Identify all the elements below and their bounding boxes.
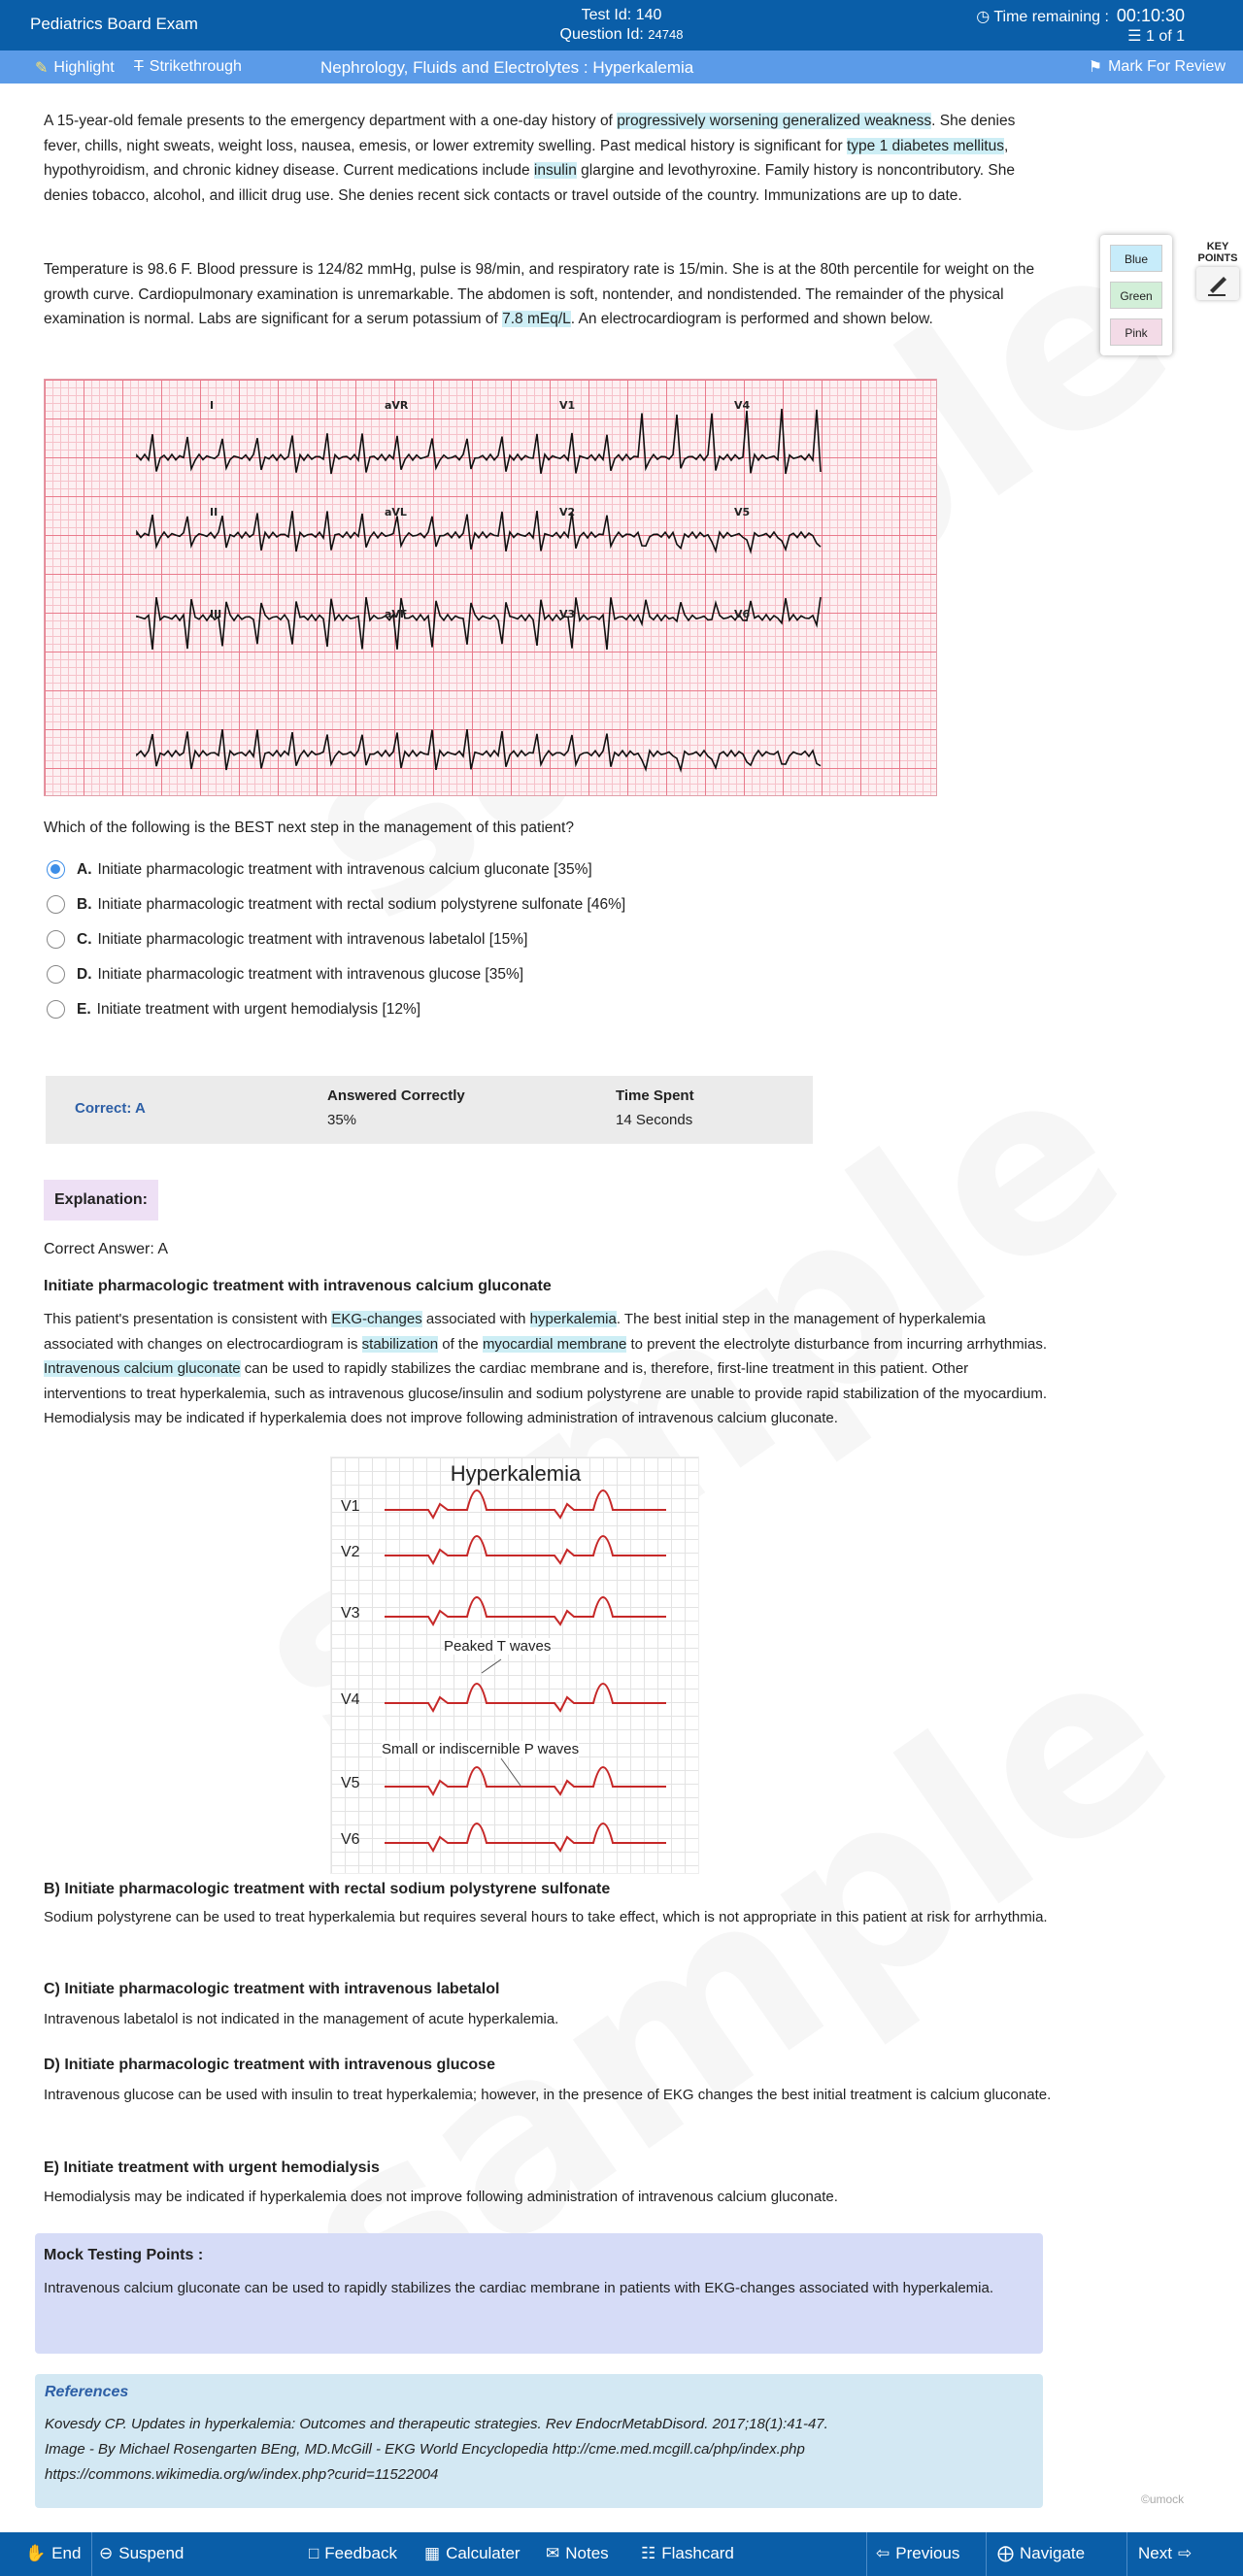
timer [976, 6, 1185, 47]
references [35, 2374, 1043, 2508]
stack-icon: ☰ [1127, 28, 1142, 45]
tool-bar [0, 50, 1243, 84]
footer-bar [0, 2532, 1243, 2576]
figure-trace [385, 1597, 666, 1624]
question-id: 24748 [648, 27, 684, 42]
annotation-arrow [482, 1659, 501, 1673]
arrow-right-icon: ⇨ [1177, 2544, 1193, 2562]
stem-text: Temperature is 98.6 F. Blood pressure is 124/82 mmHg, pulse is 98/min, and respiratory rate is 15/min. She is at the 80th percentile for weight on the growth curve. Cardiopulmonary examination is unremarkable. The abdomen is soft, nontender, and nondistended. The remainder of the physical examination is normal. Labs are significant for a serum potassium of [44, 261, 1035, 327]
flag-icon: ⚑ [1088, 59, 1103, 76]
references-title: References [45, 2384, 129, 2400]
explanation-d-heading: D) Initiate pharmacologic treatment with intravenous glucose [44, 2057, 495, 2073]
ekg-lead-label: V1 [559, 399, 576, 412]
top-bar [0, 0, 1243, 50]
hand-icon: ✋ [25, 2544, 47, 2562]
divider [91, 2532, 92, 2576]
correct-answer-line: Correct Answer: A [44, 1241, 169, 1257]
figure-trace [385, 1490, 666, 1518]
ekg-lead-label: aVL [385, 506, 407, 519]
text: associated with [421, 1311, 530, 1327]
radio[interactable] [47, 930, 65, 949]
flashcard-icon: ☷ [641, 2544, 656, 2562]
ekg-trace [137, 597, 821, 650]
key-points-label: KEY POINTS [1197, 241, 1238, 264]
navigate-button[interactable] [997, 2544, 1085, 2563]
test-id: Test Id: 140 [581, 7, 662, 23]
strikethrough-button[interactable] [134, 58, 242, 76]
choice-letter: D. [77, 965, 92, 983]
question-id-row [505, 25, 738, 45]
ekg-lead-label: V3 [559, 608, 576, 620]
p-wave-annotation: Small or indiscernible P waves [382, 1741, 580, 1757]
ekg-lead-label: II [210, 506, 218, 519]
choice-letter: A. [77, 860, 92, 878]
time-label: Time remaining : [993, 9, 1109, 25]
key-points-button[interactable] [1196, 267, 1239, 300]
radio[interactable] [47, 965, 65, 984]
highlighted-text: insulin [533, 162, 577, 179]
calculator-icon: ▦ [424, 2544, 441, 2562]
answered-correctly-value: 35% [327, 1112, 357, 1128]
stem-text: , hypothyroidism, and chronic kidney disease. Current medications include [44, 137, 1009, 179]
ekg-trace [137, 409, 821, 474]
time-spent-label: Time Spent [616, 1087, 694, 1104]
stem-paragraph-1 [44, 109, 1044, 208]
choice-percent: [12%] [382, 1000, 421, 1018]
figure-lead-label: V4 [341, 1691, 360, 1708]
explanation-heading: Initiate pharmacologic treatment with intravenous calcium gluconate [44, 1278, 552, 1294]
stem-text: glargine and levothyroxine. Family history is noncontributory. She denies tobacco, alcohol, and illicit drug use. She denies recent sick contacts or travel outside of the country. Immunizations are up to date. [44, 162, 1015, 204]
choice-text: Initiate pharmacologic treatment with rectal sodium polystyrene sulfonate [97, 895, 584, 913]
highlighted-text: Intravenous calcium gluconate [44, 1360, 241, 1377]
flashcard-label: Flashcard [661, 2544, 734, 2562]
ekg-image [44, 379, 937, 796]
figure-lead-label: V5 [341, 1775, 360, 1791]
choice-percent: [15%] [488, 930, 528, 948]
figure-traces [331, 1457, 700, 1875]
stem-paragraph-2 [44, 257, 1044, 332]
explanation-c-heading: C) Initiate pharmacologic treatment with intravenous labetalol [44, 1981, 500, 1997]
text: can be used to rapidly stabilizes the cardiac membrane and is, therefore, first-line treatment in this patient. Other interventions to treat hyperkalemia, such as intravenous glucose/insulin and sodium polystyrene are unable to provide rapid stabilization of the myocardium. Hemodialysis may be indicated if hyperkalemia does not improve following administration of intravenous calcium gluconate. [44, 1360, 1048, 1426]
blue-highlight-button[interactable]: Blue [1110, 245, 1162, 272]
feedback-label: Feedback [324, 2544, 397, 2562]
stem-text: . She denies fever, chills, night sweats, weight loss, nausea, emesis, or lower extremity swelling. Past medical history is significant for [44, 113, 1016, 154]
divider [1126, 2532, 1127, 2576]
highlighted-text: myocardial membrane [482, 1335, 627, 1353]
explanation-b-heading: B) Initiate pharmacologic treatment with rectal sodium polystyrene sulfonate [44, 1881, 611, 1897]
choice-percent: [35%] [554, 860, 592, 878]
ekg-lead-label: III [210, 608, 222, 620]
suspend-button[interactable] [99, 2544, 184, 2563]
highlighted-text: progressively worsening generalized weakness [617, 113, 932, 129]
suspend-label: Suspend [118, 2544, 185, 2562]
time-value: 00:10:30 [1116, 6, 1185, 25]
ekg-lead-label: aVR [385, 399, 409, 412]
ekg-traces [45, 380, 938, 797]
explanation-e-text: Hemodialysis may be indicated if hyperkalemia does not improve following administration of intravenous calcium gluconate. [44, 2189, 838, 2205]
calculator-button[interactable] [424, 2544, 521, 2563]
choice-b[interactable] [47, 895, 625, 914]
highlighted-text: 7.8 mEq/L [502, 311, 571, 327]
mock-title: Mock Testing Points : [44, 2247, 204, 2263]
choice-text: Initiate pharmacologic treatment with intravenous labetalol [97, 930, 486, 948]
choice-letter: C. [77, 930, 92, 948]
notes-label: Notes [565, 2544, 609, 2562]
navigate-label: Navigate [1020, 2544, 1086, 2562]
figure-trace [385, 1767, 666, 1794]
choice-text: Initiate pharmacologic treatment with intravenous glucose [97, 965, 482, 983]
feedback-icon: □ [309, 2544, 319, 2562]
explanation-paragraph [44, 1307, 1054, 1431]
ekg-lead-label: V2 [559, 506, 576, 519]
text: to prevent the electrolyte disturbance from incurring arrhythmias. [626, 1335, 1048, 1353]
figure-trace [385, 1823, 666, 1851]
explanation-e-heading: E) Initiate treatment with urgent hemodialysis [44, 2159, 380, 2176]
choice-a[interactable] [47, 860, 592, 879]
highlighted-text: stabilization [361, 1335, 439, 1353]
highlighted-text: EKG-changes [331, 1311, 422, 1327]
choice-letter: B. [77, 895, 92, 913]
divider [986, 2532, 987, 2576]
feedback-button[interactable] [309, 2544, 397, 2563]
correct-answer-label: Correct: A [75, 1100, 146, 1117]
choice-c[interactable] [47, 930, 527, 949]
pink-highlight-button[interactable]: Pink [1110, 318, 1162, 346]
choice-letter: E. [77, 1000, 91, 1018]
mark-label: Mark For Review [1108, 58, 1226, 75]
ekg-lead-label: V6 [734, 608, 751, 620]
flashcard-button[interactable] [641, 2544, 734, 2563]
question-count: 1 of 1 [1145, 28, 1185, 45]
choice-percent: [46%] [587, 895, 626, 913]
previous-button[interactable] [876, 2544, 959, 2563]
figure-lead-label: V2 [341, 1544, 360, 1560]
explanation-tag: Explanation: [44, 1180, 158, 1221]
copyright: ©umock [1141, 2492, 1185, 2506]
explanation-c-text: Intravenous labetalol is not indicated in the management of acute hyperkalemia. [44, 2011, 559, 2027]
compass-icon: ⨁ [997, 2544, 1014, 2562]
topic-title: Nephrology, Fluids and Electrolytes : Hyperkalemia [320, 58, 694, 77]
radio[interactable] [47, 1000, 65, 1019]
reference-line: Image - By Michael Rosengarten BEng, MD.McGill - EKG World Encyclopedia http://cme.med.mcgill.ca/php/index.php [45, 2441, 805, 2458]
choice-text: Initiate treatment with urgent hemodialysis [96, 1000, 379, 1018]
pen-icon [1196, 267, 1239, 300]
text: This patient's presentation is consistent with [44, 1311, 332, 1327]
figure-title: Hyperkalemia [450, 1461, 582, 1486]
ekg-lead-label: I [210, 399, 215, 412]
ekg-lead-label: V4 [734, 399, 751, 412]
ekg-trace [137, 729, 821, 770]
mock-text: Intravenous calcium gluconate can be used to rapidly stabilizes the cardiac membrane in patients with EKG-changes associated with hyperkalemia. [44, 2280, 994, 2296]
explanation-d-text: Intravenous glucose can be used with insulin to treat hyperkalemia; however, in the presence of EKG changes the best initial treatment is calcium gluconate. [44, 2087, 1052, 2103]
choice-e[interactable] [47, 1000, 420, 1019]
mock-testing-points [35, 2233, 1043, 2354]
end-label: End [51, 2544, 82, 2562]
hyperkalemia-figure [330, 1456, 699, 1874]
clock-icon: ◷ [976, 9, 991, 25]
end-button[interactable] [25, 2544, 81, 2563]
highlighted-text: type 1 diabetes mellitus [847, 137, 1004, 154]
pause-icon: ⊖ [99, 2544, 114, 2562]
mark-for-review-button[interactable] [1089, 57, 1226, 77]
text: . The best initial step in the management of hyperkalemia associated with changes on electrocardiogram is [44, 1311, 986, 1353]
choice-text: Initiate pharmacologic treatment with intravenous calcium gluconate [97, 860, 550, 878]
ekg-lead-label: V5 [734, 506, 751, 519]
highlight-label: Highlight [53, 59, 115, 76]
divider [866, 2532, 867, 2576]
test-info [505, 6, 738, 45]
next-label: Next [1138, 2544, 1172, 2562]
strikethrough-label: Strikethrough [149, 58, 242, 75]
answer-stats [46, 1076, 813, 1144]
highlight-button[interactable] [35, 58, 115, 78]
reference-link[interactable]: https://commons.wikimedia.org/w/index.php?curid=11522004 [45, 2466, 439, 2483]
stem-text: A 15-year-old female presents to the emergency department with a one-day history of [44, 113, 618, 129]
next-button[interactable] [1138, 2544, 1192, 2563]
count-row [976, 27, 1185, 47]
figure-lead-label: V6 [341, 1831, 360, 1848]
highlighter-icon: ✎ [35, 60, 49, 77]
figure-lead-label: V3 [341, 1605, 360, 1622]
figure-lead-label: V1 [341, 1498, 360, 1515]
question-text: Which of the following is the BEST next step in the management of this patient? [44, 820, 574, 836]
stem-text: . An electrocardiogram is performed and shown below. [570, 311, 933, 327]
strikethrough-icon: T [134, 58, 144, 75]
calculator-label: Calculater [446, 2544, 521, 2562]
ekg-trace [137, 511, 821, 552]
question-id-label: Question Id: [559, 26, 644, 43]
radio-selected[interactable] [47, 860, 65, 879]
choice-percent: [35%] [485, 965, 524, 983]
arrow-left-icon: ⇦ [876, 2544, 890, 2562]
text: of the [438, 1335, 483, 1353]
time-row [976, 6, 1185, 27]
answered-correctly-label: Answered Correctly [327, 1087, 465, 1104]
time-spent-value: 14 Seconds [616, 1112, 693, 1128]
peaked-t-annotation: Peaked T waves [444, 1638, 552, 1655]
figure-trace [385, 1536, 666, 1563]
reference-line: Kovesdy CP. Updates in hyperkalemia: Outcomes and therapeutic strategies. Rev EndocrMetabDisord. 2017;18(1):41-47. [45, 2416, 828, 2432]
radio[interactable] [47, 895, 65, 914]
choice-d[interactable] [47, 965, 523, 984]
highlighted-text: hyperkalemia [529, 1311, 617, 1327]
notes-button[interactable] [546, 2544, 609, 2563]
annotation-arrow [501, 1758, 521, 1786]
highlight-color-panel [1100, 235, 1172, 355]
ekg-lead-label: aVF [385, 608, 408, 620]
previous-label: Previous [895, 2544, 960, 2562]
explanation-b-text: Sodium polystyrene can be used to treat hyperkalemia but requires several hours to take effect, which is not appropriate in this patient at risk for arrhythmia. [44, 1909, 1048, 1925]
exam-name: Pediatrics Board Exam [30, 15, 198, 33]
figure-trace [385, 1684, 666, 1711]
notes-icon: ✉ [546, 2544, 560, 2562]
green-highlight-button[interactable]: Green [1110, 282, 1162, 309]
